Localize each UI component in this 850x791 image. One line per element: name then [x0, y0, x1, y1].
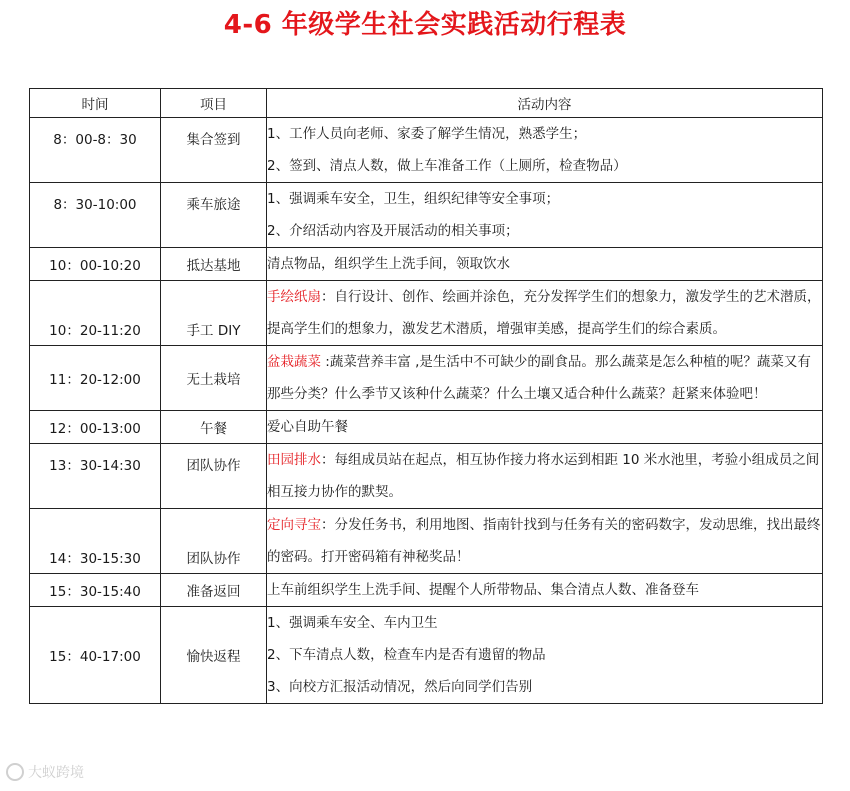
row-time: 12：00-13:00: [30, 411, 161, 444]
row-content: [267, 444, 823, 509]
activity-text: :蔬菜营养丰富 ,是生活中不可缺少的副食品。那么蔬菜是怎么种植的呢？蔬菜又有那些分类？什么季节又该种什么蔬菜？什么土壤又适合种什么蔬菜？赶紧来体验吧！: [267, 354, 811, 402]
header-time: 时间: [30, 89, 161, 118]
activity-highlight: 手绘纸扇: [267, 289, 321, 305]
row-item: 集合签到: [161, 118, 267, 183]
table-row: [30, 346, 823, 411]
schedule-table: [29, 88, 823, 704]
content-line: 1、工作人员向老师、家委了解学生情况，熟悉学生；: [267, 126, 587, 142]
watermark-text: 大蚁跨境: [28, 765, 84, 781]
row-item: 团队协作: [161, 444, 267, 509]
content-line: 2、介绍活动内容及开展活动的相关事项；: [267, 223, 519, 239]
row-item: 愉快返程: [161, 607, 267, 704]
row-time: 15：40-17:00: [30, 607, 161, 704]
row-item: 手工 DIY: [161, 281, 267, 346]
row-content: [267, 281, 823, 346]
content-line: 1、强调乘车安全，卫生，组织纪律等安全事项；: [267, 191, 560, 207]
row-time: 15：30-15:40: [30, 574, 161, 607]
row-content: [267, 411, 823, 444]
row-time: 11：20-12:00: [30, 346, 161, 411]
activity-text: ：自行设计、创作、绘画并涂色，充分发挥学生们的想象力，激发学生的艺术潜质，提高学生们的想象力，激发艺术潜质，增强审美感，提高学生们的综合素质。: [267, 289, 821, 337]
table-row: [30, 248, 823, 281]
row-time: 10：20-11:20: [30, 281, 161, 346]
activity-text: ：每组成员站在起点，相互协作接力将水运到相距 10 米水池里，考验小组成员之间相互接力协作的默契。: [267, 452, 820, 500]
table-header-row: [30, 89, 823, 118]
row-content: [267, 118, 823, 183]
table-row: [30, 118, 823, 183]
row-content: [267, 607, 823, 704]
page-title: 4-6 年级学生社会实践活动行程表: [223, 10, 627, 40]
header-item: 项目: [161, 89, 267, 118]
row-time: 14：30-15:30: [30, 509, 161, 574]
header-content: 活动内容: [267, 89, 823, 118]
content-line: 3、向校方汇报活动情况，然后向同学们告别: [267, 679, 533, 695]
row-item: 午餐: [161, 411, 267, 444]
row-time: 8：30-10:00: [30, 183, 161, 248]
content-line: 爱心自助午餐: [267, 419, 348, 435]
row-content: [267, 509, 823, 574]
row-item: 团队协作: [161, 509, 267, 574]
content-line: 上车前组织学生上洗手间、提醒个人所带物品、集合清点人数、准备登车: [267, 582, 699, 598]
content-line: 清点物品，组织学生上洗手间，领取饮水: [267, 256, 510, 272]
activity-highlight: 定向寻宝: [267, 517, 321, 533]
table-row: [30, 411, 823, 444]
row-time: 10：00-10:20: [30, 248, 161, 281]
activity-text: ：分发任务书，利用地图、指南针找到与任务有关的密码数字，发动思维，找出最终的密码。打开密码箱有神秘奖品！: [267, 517, 821, 565]
row-time: 13：30-14:30: [30, 444, 161, 509]
watermark: [6, 762, 84, 782]
table-row: [30, 509, 823, 574]
row-time: 8：00-8：30: [30, 118, 161, 183]
table-row: [30, 607, 823, 704]
row-item: 乘车旅途: [161, 183, 267, 248]
content-line: 2、下车清点人数，检查车内是否有遗留的物品: [267, 647, 546, 663]
table-row: [30, 444, 823, 509]
activity-highlight: 盆栽蔬菜: [267, 354, 321, 370]
table-row: [30, 183, 823, 248]
row-content: [267, 346, 823, 411]
row-content: [267, 248, 823, 281]
table-row: [30, 281, 823, 346]
watermark-logo-icon: [6, 763, 24, 781]
content-line: 2、签到、清点人数，做上车准备工作（上厕所，检查物品）: [267, 158, 627, 174]
content-line: 1、强调乘车安全、车内卫生: [267, 615, 438, 631]
row-item: 无土栽培: [161, 346, 267, 411]
row-item: 抵达基地: [161, 248, 267, 281]
row-content: [267, 574, 823, 607]
row-item: 准备返回: [161, 574, 267, 607]
activity-highlight: 田园排水: [267, 452, 321, 468]
row-content: [267, 183, 823, 248]
table-row: [30, 574, 823, 607]
